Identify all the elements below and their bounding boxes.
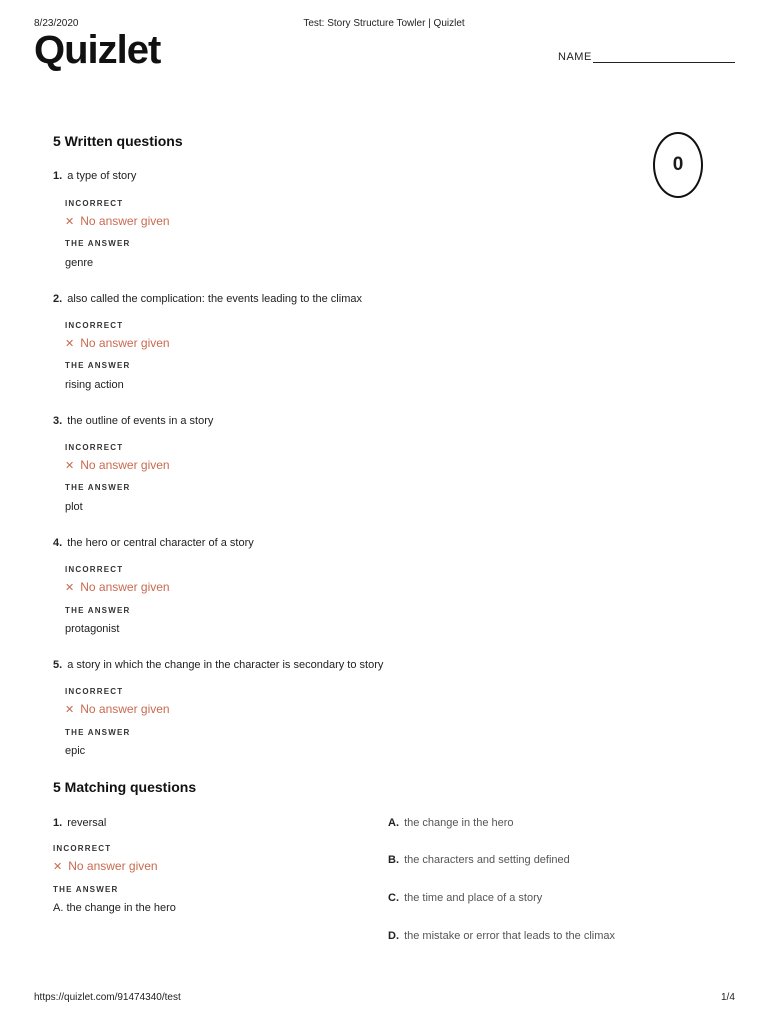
score-circle — [653, 132, 703, 198]
option-letter: D. — [388, 930, 399, 942]
matching-option-b — [388, 854, 570, 866]
question-text: the hero or central character of a story — [67, 537, 254, 549]
option-text: the change in the hero — [404, 817, 514, 829]
written-question-3 — [53, 415, 213, 427]
no-answer — [53, 859, 158, 873]
written-question-2 — [53, 293, 362, 305]
incorrect-label: INCORRECT — [65, 687, 124, 696]
no-answer-text: No answer given — [80, 214, 170, 228]
no-answer — [65, 336, 170, 350]
matching-option-c — [388, 892, 542, 904]
incorrect-label: INCORRECT — [65, 199, 124, 208]
the-answer-label: THE ANSWER — [65, 728, 131, 737]
page-url: https://quizlet.com/91474340/test — [34, 992, 181, 1003]
written-section-title: 5 Written questions — [53, 133, 183, 149]
written-question-4 — [53, 537, 254, 549]
question-number: 5. — [53, 659, 63, 671]
option-text: the characters and setting defined — [404, 854, 570, 866]
option-text: the time and place of a story — [404, 892, 543, 904]
matching-question-1 — [53, 817, 106, 829]
correct-answer: epic — [65, 745, 86, 757]
matching-option-a — [388, 817, 514, 829]
correct-answer: plot — [65, 501, 83, 513]
matching-section-title: 5 Matching questions — [53, 779, 197, 795]
question-number: 1. — [53, 170, 63, 182]
no-answer — [65, 580, 170, 594]
x-icon: ✕ — [65, 582, 75, 594]
incorrect-label: INCORRECT — [53, 844, 112, 853]
option-letter: A. — [388, 817, 399, 829]
correct-answer: rising action — [65, 379, 124, 391]
score-value: 0 — [672, 154, 684, 175]
question-number: 2. — [53, 293, 63, 305]
document-title: Test: Story Structure Towler | Quizlet — [303, 18, 465, 29]
question-number: 1. — [53, 817, 63, 829]
incorrect-label: INCORRECT — [65, 443, 124, 452]
question-text: a story in which the change in the character is secondary to story — [67, 659, 384, 671]
no-answer — [65, 214, 170, 228]
name-field — [558, 50, 735, 63]
correct-answer: A. the change in the hero — [53, 902, 176, 914]
page-number: 1/4 — [721, 992, 735, 1003]
option-letter: B. — [388, 854, 399, 866]
correct-answer: protagonist — [65, 623, 120, 635]
quizlet-logo: Quizlet — [34, 28, 161, 72]
no-answer-text: No answer given — [80, 580, 170, 594]
name-line — [593, 50, 735, 63]
incorrect-label: INCORRECT — [65, 565, 124, 574]
no-answer-text: No answer given — [80, 702, 170, 716]
x-icon: ✕ — [65, 338, 75, 350]
the-answer-label: THE ANSWER — [65, 606, 131, 615]
no-answer-text: No answer given — [80, 458, 170, 472]
the-answer-label: THE ANSWER — [65, 361, 131, 370]
x-icon: ✕ — [65, 460, 75, 472]
question-text: reversal — [67, 817, 107, 829]
question-number: 4. — [53, 537, 63, 549]
option-text: the mistake or error that leads to the climax — [404, 930, 615, 942]
correct-answer: genre — [65, 257, 94, 269]
x-icon: ✕ — [65, 704, 75, 716]
the-answer-label: THE ANSWER — [65, 239, 131, 248]
x-icon: ✕ — [53, 861, 63, 873]
question-text: the outline of events in a story — [67, 415, 214, 427]
written-question-5 — [53, 659, 383, 671]
the-answer-label: THE ANSWER — [65, 483, 131, 492]
incorrect-label: INCORRECT — [65, 321, 124, 330]
the-answer-label: THE ANSWER — [53, 885, 119, 894]
written-question-1 — [53, 170, 136, 182]
question-text: a type of story — [67, 170, 137, 182]
question-number: 3. — [53, 415, 63, 427]
question-text: also called the complication: the events leading to the climax — [67, 293, 362, 305]
no-answer-text: No answer given — [80, 336, 170, 350]
option-letter: C. — [388, 892, 399, 904]
matching-option-d — [388, 930, 615, 942]
print-date: 8/23/2020 — [34, 18, 79, 29]
no-answer — [65, 458, 170, 472]
x-icon: ✕ — [65, 216, 75, 228]
name-label: NAME — [558, 51, 592, 63]
no-answer-text: No answer given — [68, 859, 158, 873]
no-answer — [65, 702, 170, 716]
